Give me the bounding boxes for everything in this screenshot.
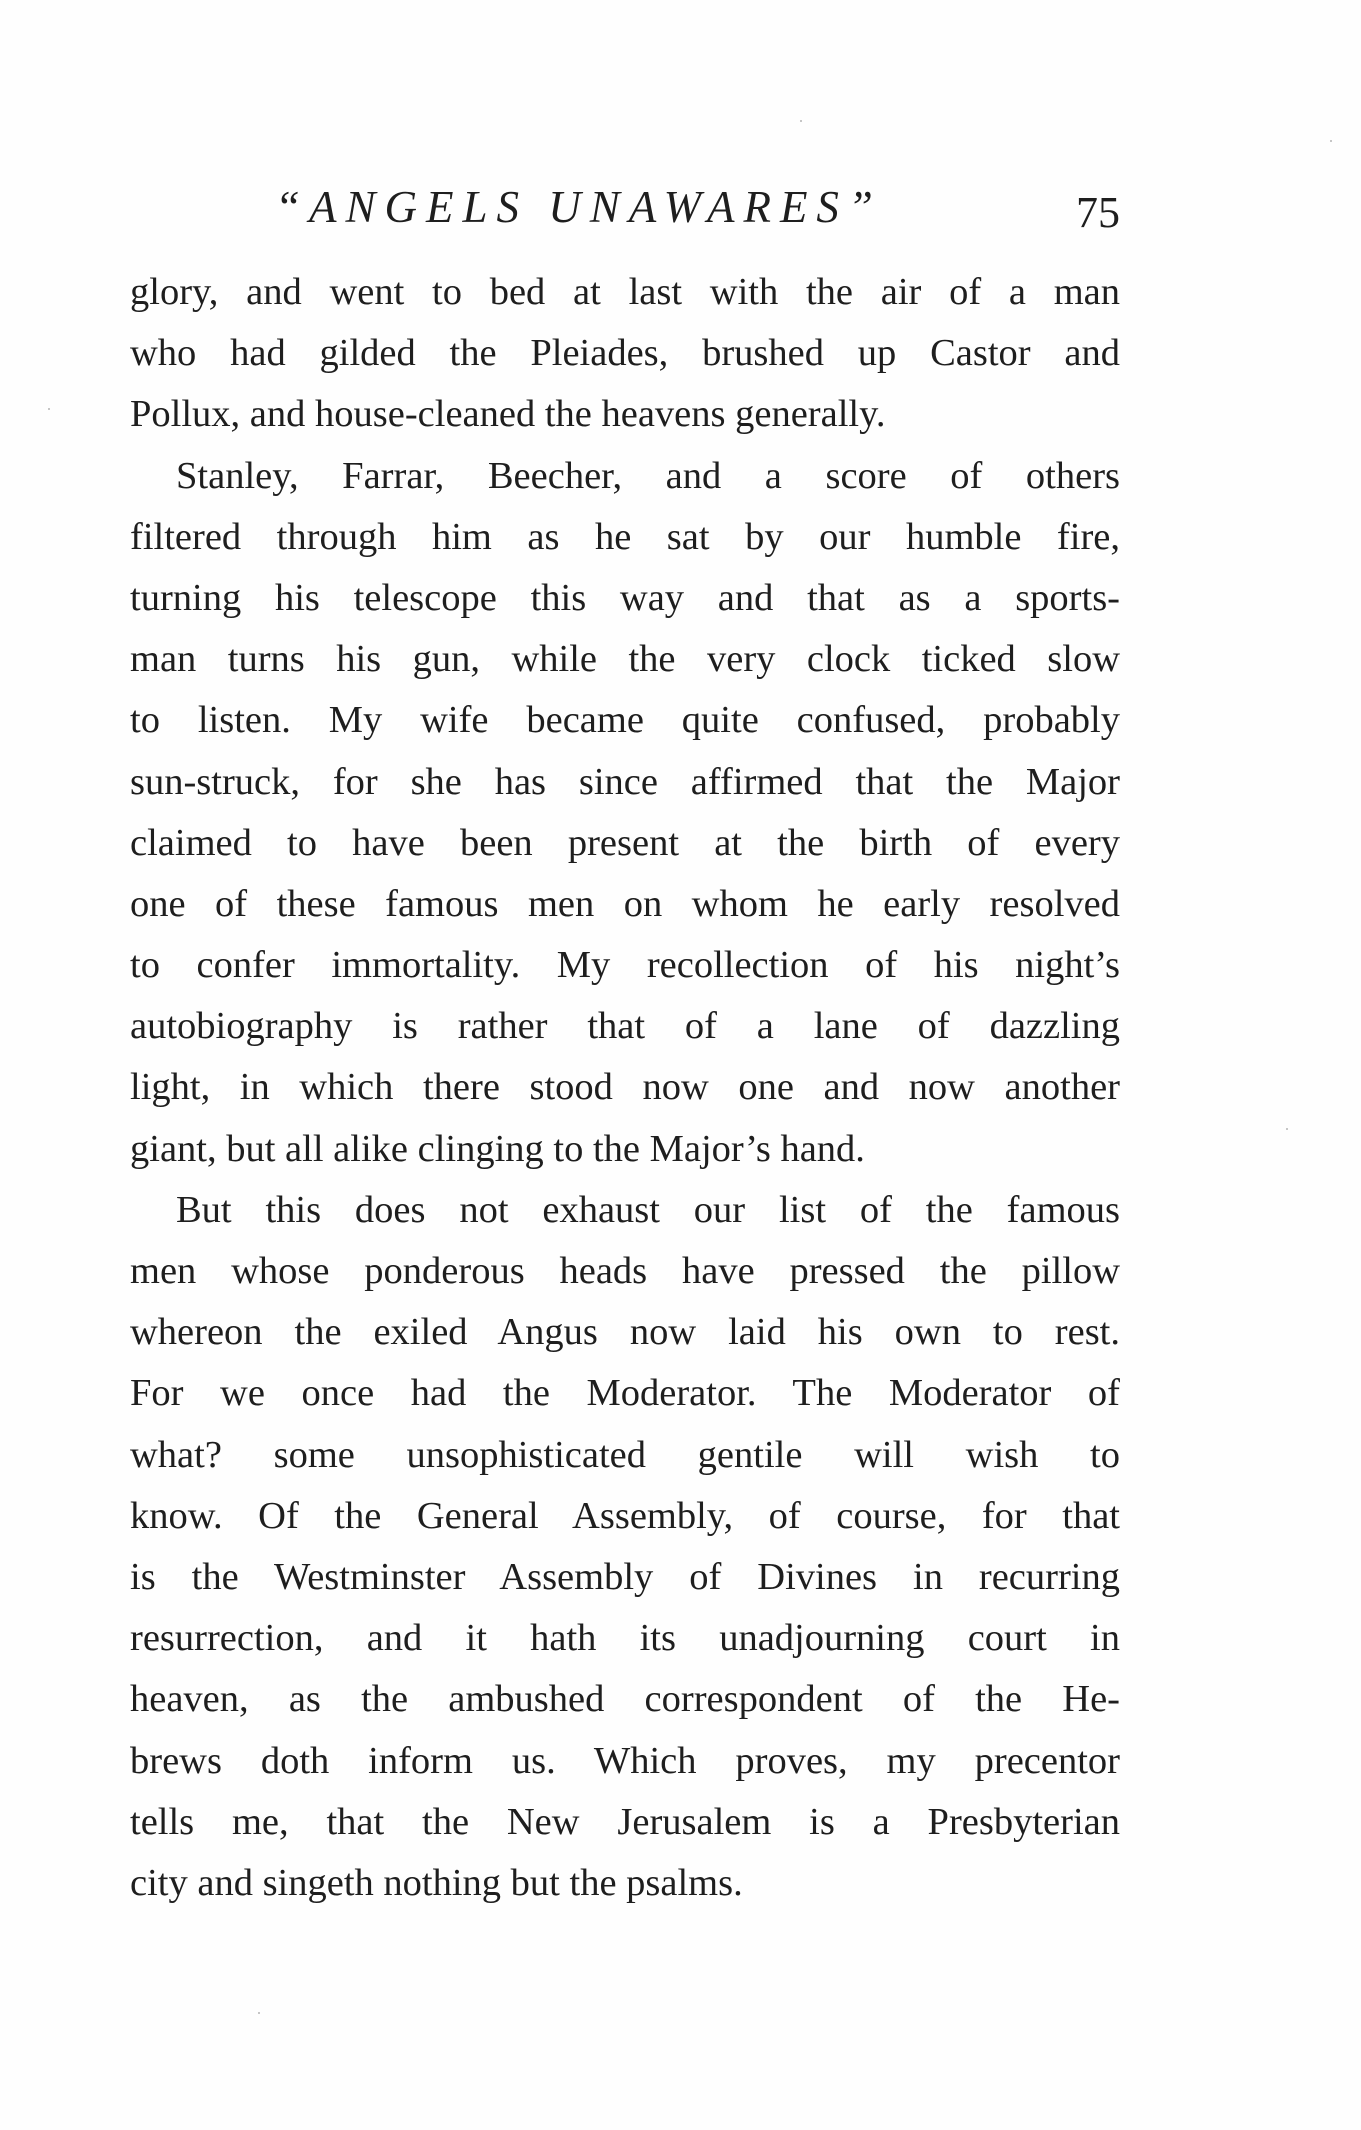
text-line: light, in which there stood now one and now another xyxy=(130,1066,1120,1109)
paper-speck xyxy=(258,2012,260,2014)
paragraph-1 xyxy=(130,262,1120,446)
text-line: who had gilded the Pleiades, brushed up Castor and xyxy=(130,332,1120,375)
body-text xyxy=(130,262,1120,1914)
text-line: Pollux, and house-cleaned the heavens generally. xyxy=(130,393,886,436)
page-number: 75 xyxy=(1076,188,1120,237)
text-line: to listen. My wife became quite confused, probably xyxy=(130,699,1120,742)
paper-speck xyxy=(1330,140,1332,142)
paragraph-2 xyxy=(130,446,1120,1180)
text-line: to confer immortality. My recollection of his night’s xyxy=(130,944,1120,987)
text-line: claimed to have been present at the birth of every xyxy=(130,821,1120,864)
text-line: know. Of the General Assembly, of course, for that xyxy=(130,1494,1120,1537)
text-line: For we once had the Moderator. The Moderator of xyxy=(130,1372,1120,1415)
running-head xyxy=(130,172,1120,242)
paper-speck xyxy=(800,120,802,122)
text-line: glory, and went to bed at last with the air of a man xyxy=(130,271,1120,313)
paragraph-3 xyxy=(130,1180,1120,1914)
text-line: autobiography is rather that of a lane of dazzling xyxy=(130,1005,1120,1048)
text-line: brews doth inform us. Which proves, my precentor xyxy=(130,1739,1120,1782)
text-line: sun-struck, for she has since affirmed that the Major xyxy=(130,760,1120,803)
running-title: “ANGELS UNAWARES” xyxy=(275,182,882,232)
text-line: resurrection, and it hath its unadjourning court in xyxy=(130,1617,1120,1660)
text-line: whereon the exiled Angus now laid his own to rest. xyxy=(130,1311,1120,1354)
text-line: Stanley, Farrar, Beecher, and a score of others xyxy=(176,454,1120,497)
text-line: is the Westminster Assembly of Divines in recurring xyxy=(130,1555,1120,1598)
text-line: turning his telescope this way and that as a sports- xyxy=(130,576,1120,619)
text-line: city and singeth nothing but the psalms. xyxy=(130,1861,743,1904)
paper-speck xyxy=(48,408,50,410)
paper-speck xyxy=(1286,1128,1288,1130)
text-line: men whose ponderous heads have pressed the pillow xyxy=(130,1250,1120,1292)
text-line: tells me, that the New Jerusalem is a Presbyterian xyxy=(130,1800,1120,1843)
text-line: heaven, as the ambushed correspondent of the He- xyxy=(130,1678,1120,1721)
text-line: giant, but all alike clinging to the Major’s hand. xyxy=(130,1127,865,1170)
text-line: what? some unsophisticated gentile will wish to xyxy=(130,1433,1120,1476)
text-line: But this does not exhaust our list of the famous xyxy=(176,1188,1120,1231)
text-line: filtered through him as he sat by our humble fire, xyxy=(130,515,1120,558)
text-line: one of these famous men on whom he early resolved xyxy=(130,882,1120,925)
text-line: man turns his gun, while the very clock ticked slow xyxy=(130,638,1120,681)
